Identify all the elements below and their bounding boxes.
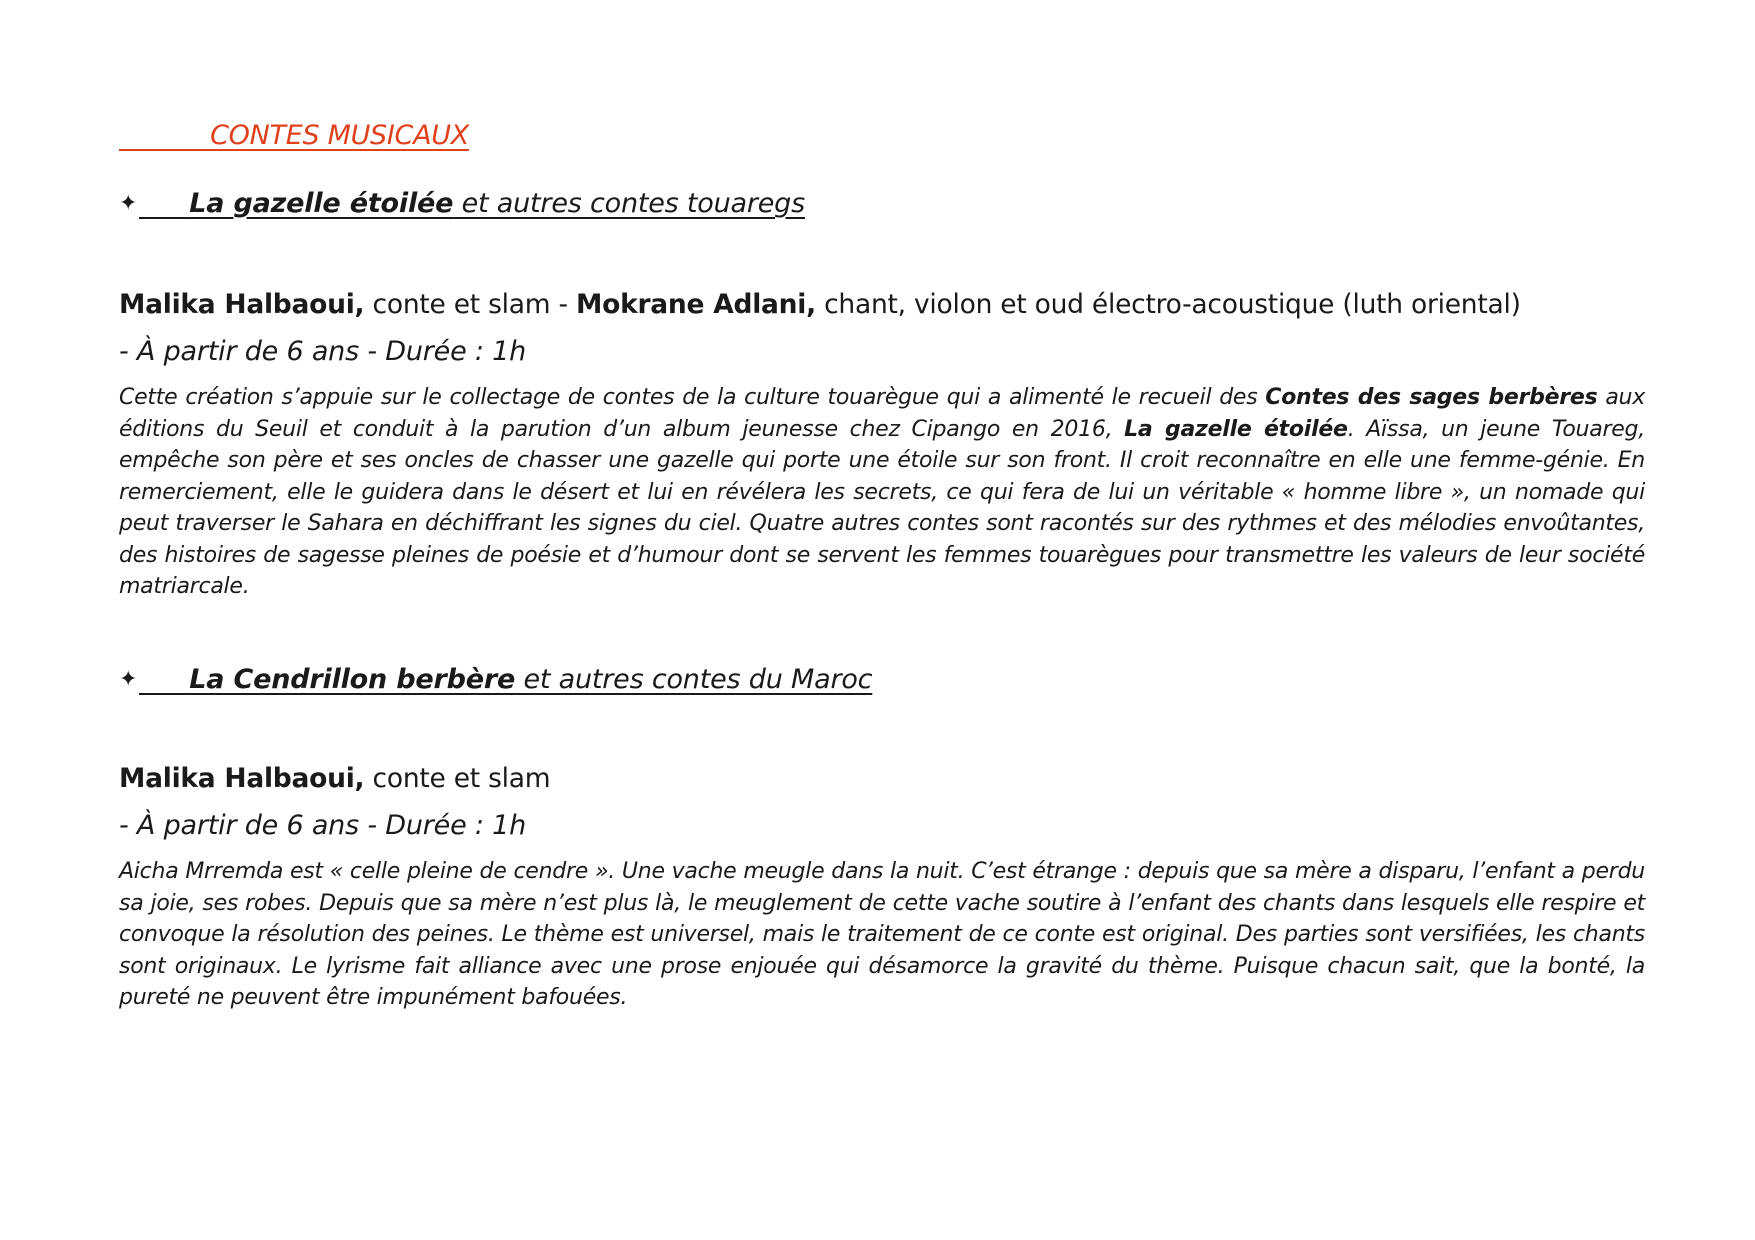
story-title-gazelle: [119, 188, 805, 219]
story-title-rest: et autres contes du Maroc: [515, 664, 873, 695]
performer-name: Malika Halbaoui,: [119, 763, 365, 794]
story-credits: [119, 289, 1521, 320]
performer-name: Mokrane Adlani,: [576, 289, 816, 320]
story-title-cendrillon: [119, 664, 872, 695]
story-title-bold: La gazelle étoilée: [189, 188, 454, 219]
star-icon: ✦: [119, 667, 138, 692]
performer-role: conte et slam -: [364, 289, 576, 320]
star-icon: ✦: [119, 191, 138, 216]
story-title-bold: La Cendrillon berbère: [189, 664, 516, 695]
story-description: Aicha Mrremda est « celle pleine de cendre ». Une vache meugle dans la nuit. C’est étrange : depuis que sa mère a disparu, l’enfant a perdu sa joie, ses robes. Depuis que sa mère n’est plus là, le meuglement de cette vache soutire à l’enfant des chants dans lesquels elle respire et convoque la résolution des peines. Le thème est universel, mais le traitement de ce conte est original. Des parties sont versifiées, les chants sont originaux. Le lyrisme fait alliance avec une prose enjouée qui désamorce la gravité du thème. Puisque chacun sait, que la bonté, la pureté ne peuvent être impunément bafouées.: [119, 859, 1645, 1010]
book-title: La gazelle étoilée: [1124, 416, 1348, 442]
story-title-rest: et autres contes touaregs: [453, 188, 805, 219]
performer-name: Malika Halbaoui,: [119, 289, 365, 320]
description-text: . Aïssa, un jeune Touareg, empêche son père et ses oncles de chasser une gazelle qui porte une étoile sur son front. Il croit reconnaître en elle une femme-génie. En remerciement, elle le guidera dans le désert et lui en révélera les secrets, ce qui fera de lui un véritable « homme libre », un nomade qui peut traverser le Sahara en déchiffrant les signes du ciel. Quatre autres contes sont racontés sur des rythmes et des mélodies envoûtantes, des histoires de sagesse pleines de poésie et d’humour dont se servent les femmes touarègues pour transmettre les valeurs de leur société matriarcale.: [119, 416, 1645, 599]
title-padding: [139, 664, 189, 695]
book-title: Contes des sages berbères: [1265, 385, 1598, 410]
section-title: CONTES MUSICAUX: [119, 120, 469, 151]
title-padding: [139, 188, 189, 219]
description-text: Cette création s’appuie sur le collectage de contes de la culture touarègue qui a alimenté le recueil des: [119, 385, 1266, 410]
performer-role: chant, violon et oud électro-acoustique (luth oriental): [815, 289, 1521, 320]
story-credits: [119, 763, 550, 794]
story-description: [119, 382, 1645, 603]
performer-role: conte et slam: [364, 763, 551, 794]
age-duration: - À partir de 6 ans - Durée : 1h: [119, 810, 527, 841]
description-text: aux éditions du Seuil et conduit à la parution d’un album jeunesse chez Cipango en 2016,: [119, 385, 1646, 442]
age-duration: - À partir de 6 ans - Durée : 1h: [119, 336, 527, 367]
